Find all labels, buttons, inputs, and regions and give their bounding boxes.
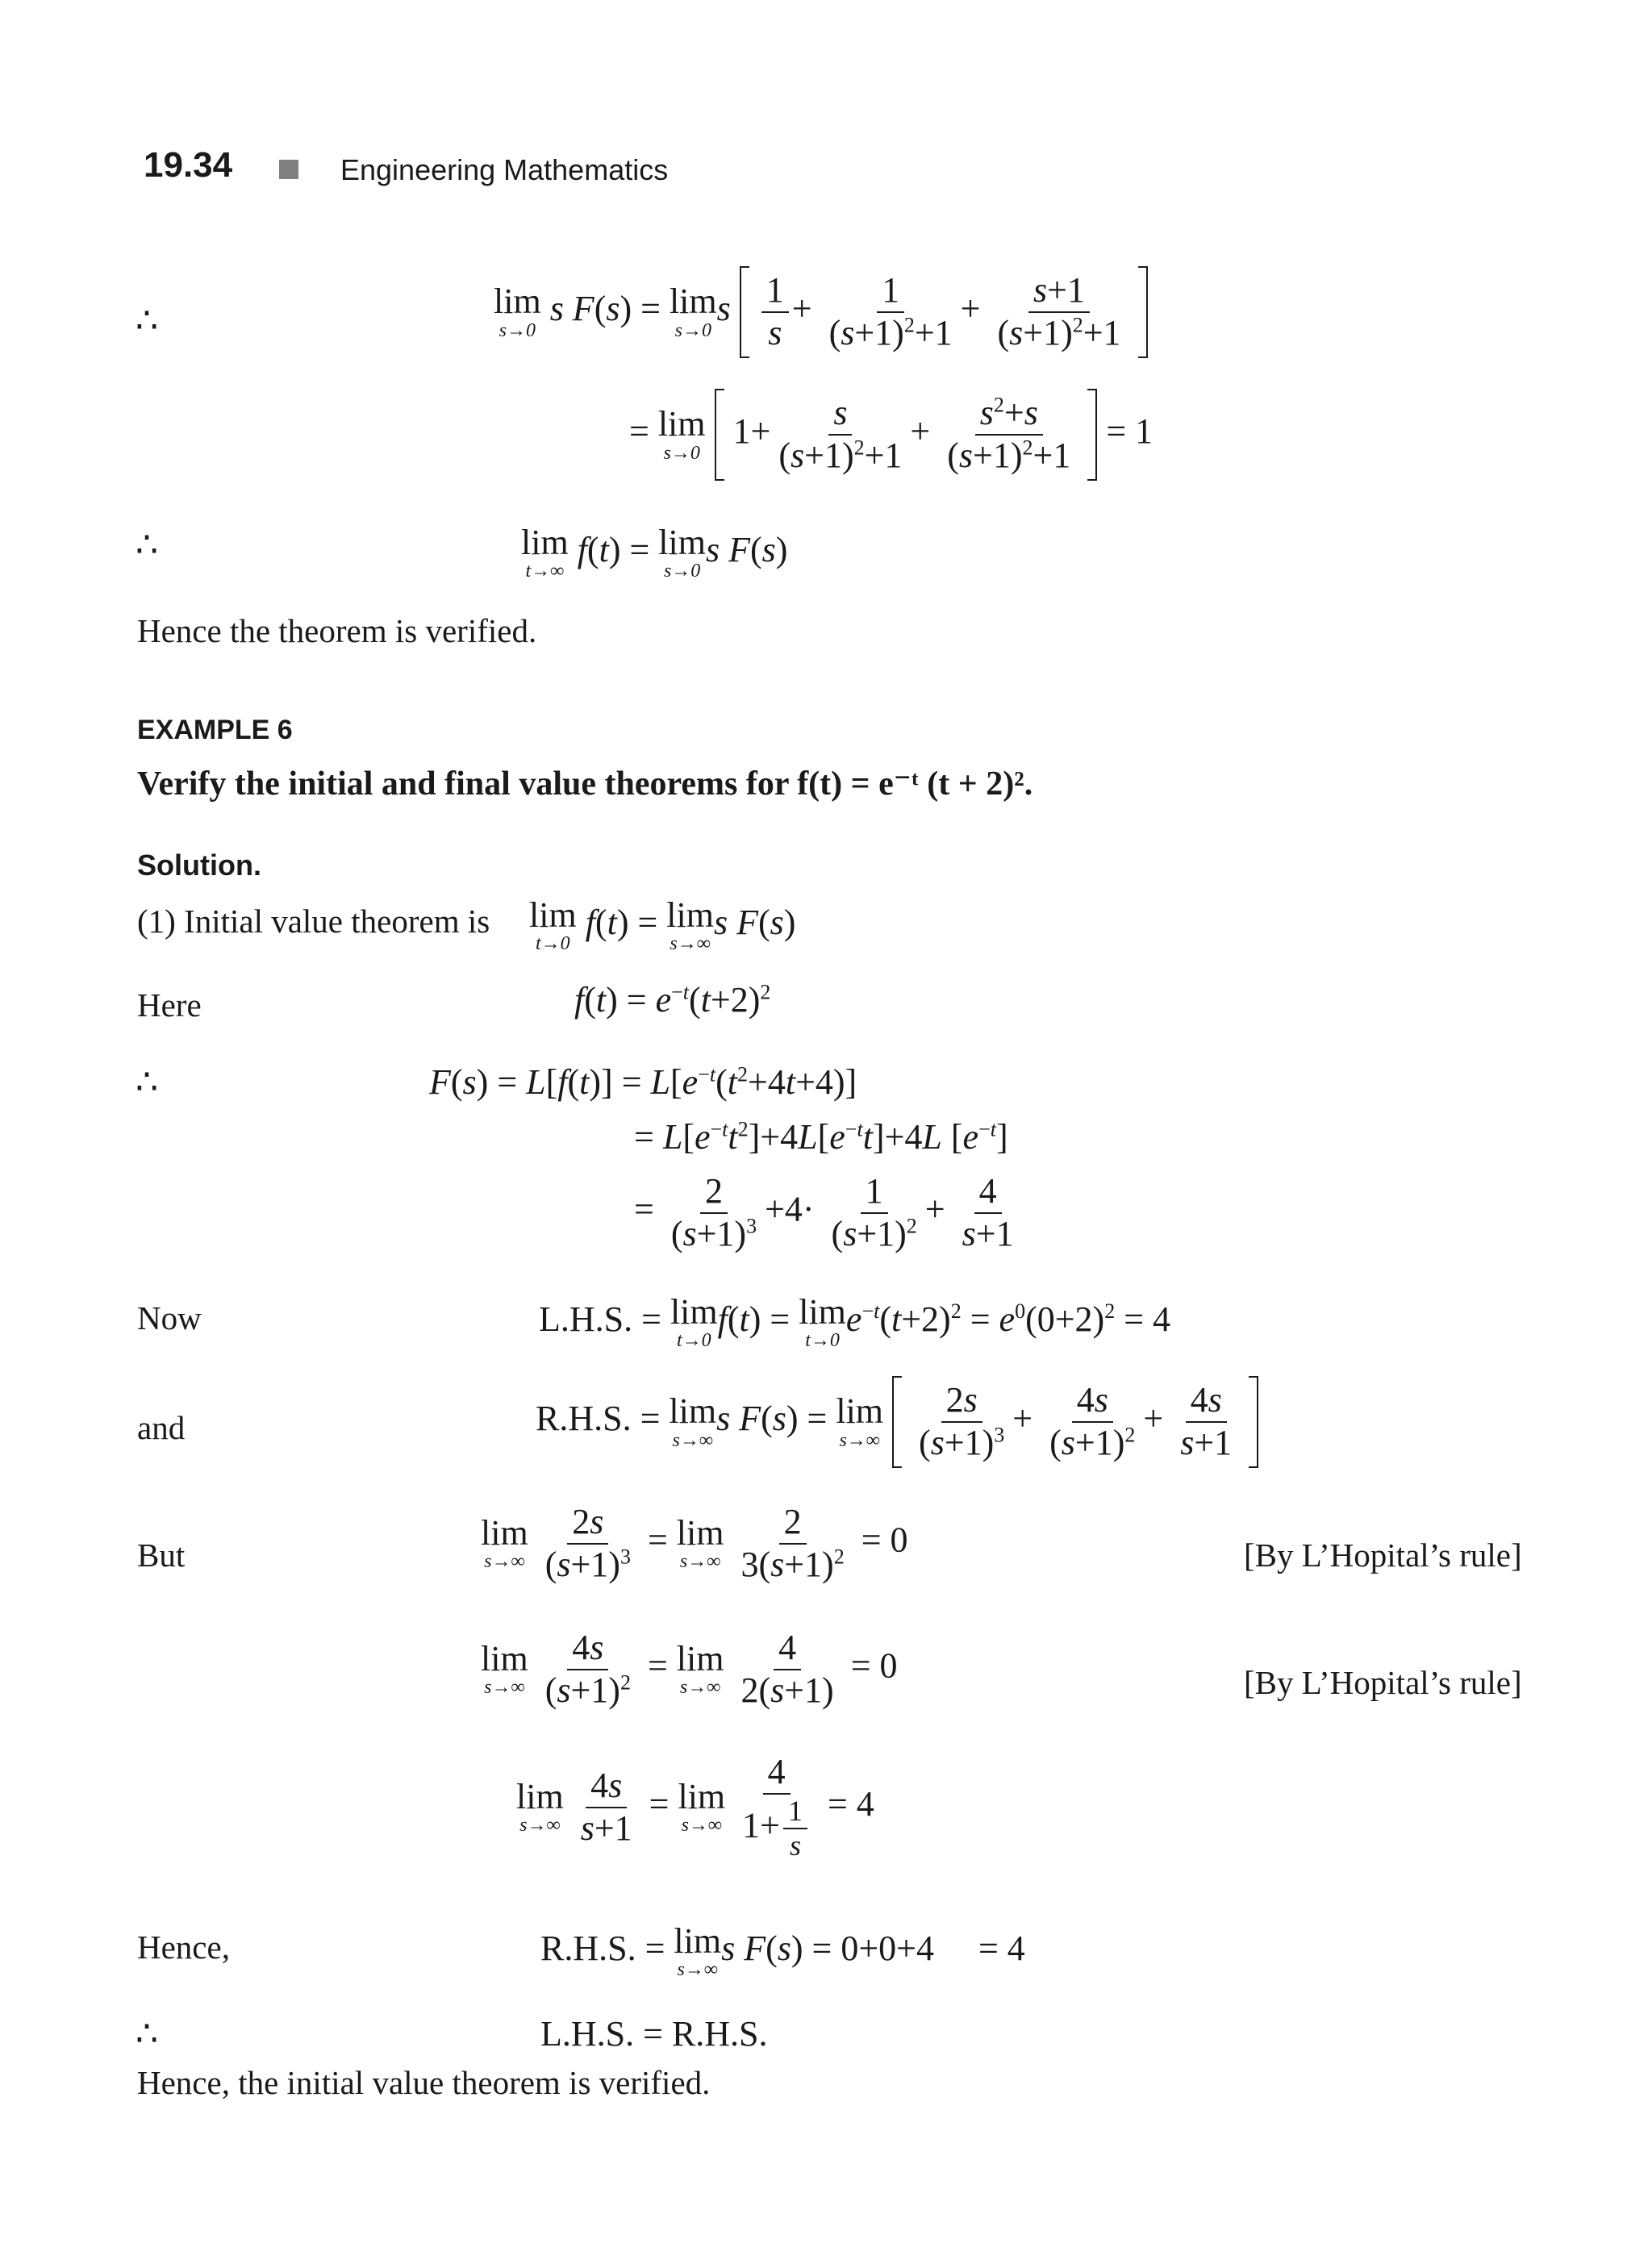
initial-value-theorem-text: (1) Initial value theorem is (137, 903, 490, 940)
lhs-equals-rhs: L.H.S. = R.H.S. (540, 2014, 768, 2054)
limit-term-3: lim s→∞ $\frac{4s}{s+1}$ = lim s→∞ 4 1+ $\frac{1}{s}$ = 4 (516, 1752, 874, 1862)
initial-value-theorem-equation: lim t→0 f(t) = lim s→∞ s F(s) (529, 895, 796, 955)
here-label: Here (137, 986, 202, 1024)
laplace-expansion-2: = $L[e^{-t}t^2]+4L[e^{-t}t]+4L$ $[e^{-t}]$ (634, 1117, 1008, 1157)
therefore-symbol-2: ∴ (136, 525, 158, 565)
lhs-equation: L.H.S. = lim t→0 f(t) = lim t→0 $e^{-t}(t+2)^2 = e^0(0+2)^2 = 4$ (539, 1292, 1171, 1352)
example-heading: EXAMPLE 6 (137, 715, 293, 745)
hence-label: Hence, (137, 1929, 230, 1966)
therefore-symbol-4: ∴ (136, 2014, 158, 2054)
rhs-result: R.H.S. = lim s→∞ s F(s) = 0+0+4 = 4 (540, 1921, 1025, 1981)
rhs-equation: R.H.S. = lim s→∞ s F(s) = lim s→∞ $\frac{2s}{(s+1)^3}$ + $\frac{4s}{(s+1)^2}$ + $\frac{4s}{s+1}$ (536, 1376, 1258, 1468)
theorem-verified-text: Hence the theorem is verified. (137, 612, 537, 649)
therefore-symbol: ∴ (136, 301, 158, 340)
now-label: Now (137, 1299, 202, 1337)
limit-term-1: lim s→∞ $\frac{2s}{(s+1)^3}$ = lim s→∞ $\frac{2}{3(s+1)^2}$ = 0 (481, 1502, 908, 1584)
conclusion-text: Hence, the initial value theorem is verified. (137, 2064, 711, 2101)
header-square-icon (279, 160, 298, 179)
book-title: Engineering Mathematics (340, 153, 669, 186)
rule-note-2: [By L’Hopital’s rule] (1244, 1664, 1522, 1701)
and-label: and (137, 1409, 186, 1446)
rule-note-1: [By L’Hopital’s rule] (1244, 1537, 1522, 1574)
page-number: 19.34 (144, 145, 233, 185)
laplace-expansion-1: $F(s) = L[f(t)] = L[e^{-t}(t^2+4t+4)]$ (429, 1062, 857, 1102)
equation-final-limit-1: lim s→0 s F(s) = lim s→0 s $\frac{1}{s}$ + $\frac{1}{(s+1)^2+1}$ + $\frac{s+1}{(s+1)^2+1}$ (494, 266, 1148, 358)
solution-label: Solution. (137, 849, 261, 882)
equation-final-limit-3: lim t→∞ f(t) = lim s→0 s F(s) (521, 523, 788, 582)
therefore-symbol-3: ∴ (136, 1062, 158, 1102)
equation-final-limit-2: = lim s→0 1+ $\frac{s}{(s+1)^2+1}$ + $\frac{s^2+s}{(s+1)^2+1}$ = 1 (629, 389, 1153, 481)
example-problem: Verify the initial and final value theorems for f(t) = e⁻ᵗ (t + 2)². (137, 765, 1033, 803)
function-definition: $f(t) = e^{-t}(t+2)^2$ (574, 980, 771, 1020)
laplace-expansion-3: = $\frac{2}{(s+1)^3}$ +4· $\frac{1}{(s+1)^2}$ + $\frac{4}{s+1}$ (634, 1171, 1014, 1253)
but-label: But (137, 1537, 186, 1574)
limit-term-2: lim s→∞ $\frac{4s}{(s+1)^2}$ = lim s→∞ $\frac{4}{2(s+1)}$ = 0 (481, 1628, 898, 1710)
